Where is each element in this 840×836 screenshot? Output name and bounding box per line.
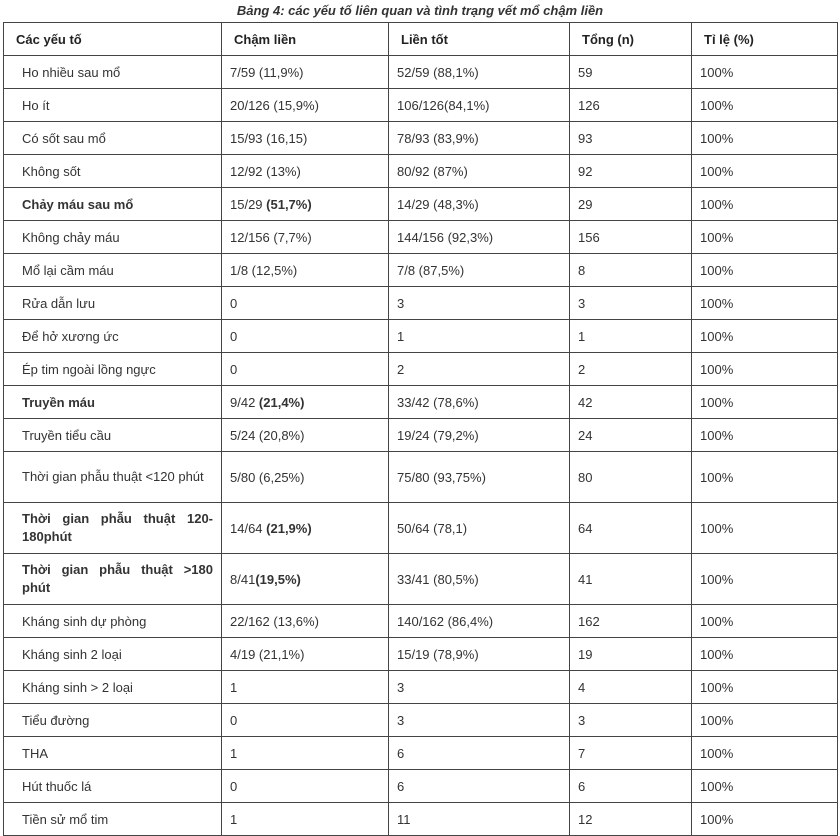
slow-cell: 4/19 (21,1%)	[222, 638, 389, 671]
slow-cell: 7/59 (11,9%)	[222, 56, 389, 89]
rate-cell: 100%	[692, 605, 838, 638]
slow-cell: 1	[222, 737, 389, 770]
slow-cell	[222, 188, 389, 221]
slow-count: 9/42	[230, 394, 259, 410]
slow-cell: 12/156 (7,7%)	[222, 221, 389, 254]
factor-label: Thời gian phẫu thuật >180 phút	[22, 562, 213, 595]
header-rate: Tỉ lệ (%)	[692, 23, 838, 56]
table-row	[4, 503, 838, 554]
factor-label: Thời gian phẫu thuật <120 phút	[22, 469, 204, 484]
rate-cell: 100%	[692, 188, 838, 221]
table-row	[4, 452, 838, 503]
factor-cell: THA	[4, 737, 222, 770]
factor-cell: Tiền sử mổ tim	[4, 803, 222, 836]
total-cell: 42	[570, 386, 692, 419]
good-cell: 75/80 (93,75%)	[389, 452, 570, 503]
factor-cell: Có sốt sau mổ	[4, 122, 222, 155]
good-cell: 1	[389, 320, 570, 353]
factor-cell: Truyền máu	[4, 386, 222, 419]
total-cell: 156	[570, 221, 692, 254]
good-cell: 33/41 (80,5%)	[389, 554, 570, 605]
good-cell: 19/24 (79,2%)	[389, 419, 570, 452]
slow-cell	[222, 503, 389, 554]
good-cell: 78/93 (83,9%)	[389, 122, 570, 155]
rate-cell: 100%	[692, 419, 838, 452]
total-cell: 8	[570, 254, 692, 287]
total-cell: 80	[570, 452, 692, 503]
rate-cell: 100%	[692, 503, 838, 554]
total-cell: 29	[570, 188, 692, 221]
total-cell: 92	[570, 155, 692, 188]
good-cell: 106/126(84,1%)	[389, 89, 570, 122]
good-cell: 3	[389, 287, 570, 320]
factor-cell: Chảy máu sau mổ	[4, 188, 222, 221]
rate-cell: 100%	[692, 254, 838, 287]
slow-cell: 1	[222, 671, 389, 704]
rate-cell: 100%	[692, 320, 838, 353]
good-cell: 2	[389, 353, 570, 386]
slow-cell	[222, 554, 389, 605]
rate-cell: 100%	[692, 155, 838, 188]
table-row	[4, 671, 838, 704]
good-cell: 144/156 (92,3%)	[389, 221, 570, 254]
slow-cell: 20/126 (15,9%)	[222, 89, 389, 122]
factor-cell: Kháng sinh 2 loại	[4, 638, 222, 671]
rate-cell: 100%	[692, 56, 838, 89]
factor-cell: Ép tim ngoài lồng ngực	[4, 353, 222, 386]
table-row	[4, 353, 838, 386]
total-cell: 3	[570, 287, 692, 320]
total-cell: 7	[570, 737, 692, 770]
rate-cell: 100%	[692, 704, 838, 737]
slow-cell	[222, 386, 389, 419]
good-cell: 50/64 (78,1)	[389, 503, 570, 554]
slow-cell: 0	[222, 287, 389, 320]
header-good-healing: Liền tốt	[389, 23, 570, 56]
factor-cell: Để hở xương ức	[4, 320, 222, 353]
good-cell: 3	[389, 671, 570, 704]
table-row	[4, 221, 838, 254]
slow-cell: 0	[222, 704, 389, 737]
slow-cell: 22/162 (13,6%)	[222, 605, 389, 638]
table-row	[4, 737, 838, 770]
total-cell: 59	[570, 56, 692, 89]
table-row	[4, 605, 838, 638]
total-cell: 12	[570, 803, 692, 836]
factor-cell: Không chảy máu	[4, 221, 222, 254]
factor-cell: Truyền tiểu cầu	[4, 419, 222, 452]
rate-cell: 100%	[692, 89, 838, 122]
slow-percent: (21,9%)	[266, 520, 312, 536]
rate-cell: 100%	[692, 386, 838, 419]
factor-cell: Kháng sinh > 2 loại	[4, 671, 222, 704]
rate-cell: 100%	[692, 452, 838, 503]
table-row	[4, 188, 838, 221]
factor-label: Thời gian phẫu thuật 120-180phút	[22, 511, 213, 544]
table-row	[4, 254, 838, 287]
table-row	[4, 419, 838, 452]
factor-cell: Ho ít	[4, 89, 222, 122]
good-cell: 140/162 (86,4%)	[389, 605, 570, 638]
good-cell: 33/42 (78,6%)	[389, 386, 570, 419]
slow-cell: 5/24 (20,8%)	[222, 419, 389, 452]
table-row	[4, 803, 838, 836]
slow-count: 15/29	[230, 196, 267, 212]
factor-cell: Tiểu đường	[4, 704, 222, 737]
total-cell: 6	[570, 770, 692, 803]
rate-cell: 100%	[692, 221, 838, 254]
slow-cell: 0	[222, 320, 389, 353]
total-cell: 64	[570, 503, 692, 554]
factor-cell: Hút thuốc lá	[4, 770, 222, 803]
table-row	[4, 287, 838, 320]
table-row	[4, 770, 838, 803]
total-cell: 93	[570, 122, 692, 155]
total-cell: 3	[570, 704, 692, 737]
rate-cell: 100%	[692, 770, 838, 803]
factor-cell	[4, 554, 222, 605]
total-cell: 1	[570, 320, 692, 353]
good-cell: 6	[389, 770, 570, 803]
table-row	[4, 155, 838, 188]
slow-cell: 0	[222, 770, 389, 803]
total-cell: 162	[570, 605, 692, 638]
slow-cell: 5/80 (6,25%)	[222, 452, 389, 503]
factors-table	[3, 22, 838, 836]
factor-cell: Ho nhiều sau mổ	[4, 56, 222, 89]
total-cell: 19	[570, 638, 692, 671]
rate-cell: 100%	[692, 638, 838, 671]
slow-count: 14/64	[230, 520, 267, 536]
factor-cell	[4, 452, 222, 503]
slow-cell: 0	[222, 353, 389, 386]
factor-cell: Rửa dẫn lưu	[4, 287, 222, 320]
total-cell: 2	[570, 353, 692, 386]
slow-cell: 15/93 (16,15)	[222, 122, 389, 155]
factor-cell	[4, 503, 222, 554]
good-cell: 7/8 (87,5%)	[389, 254, 570, 287]
factor-cell: Không sốt	[4, 155, 222, 188]
rate-cell: 100%	[692, 353, 838, 386]
factor-cell: Mổ lại cầm máu	[4, 254, 222, 287]
good-cell: 11	[389, 803, 570, 836]
good-cell: 6	[389, 737, 570, 770]
table-caption: Bảng 4: các yếu tố liên quan và tình trạng vết mổ chậm liền	[236, 3, 604, 18]
rate-cell: 100%	[692, 122, 838, 155]
rate-cell: 100%	[692, 737, 838, 770]
table-row	[4, 554, 838, 605]
good-cell: 14/29 (48,3%)	[389, 188, 570, 221]
table-row	[4, 386, 838, 419]
table-row	[4, 56, 838, 89]
rate-cell: 100%	[692, 803, 838, 836]
slow-cell: 1	[222, 803, 389, 836]
table-row	[4, 704, 838, 737]
slow-percent: (51,7%)	[266, 196, 312, 212]
slow-count: 8/41	[230, 571, 256, 587]
table-row	[4, 638, 838, 671]
rate-cell: 100%	[692, 287, 838, 320]
table-header-row	[4, 23, 838, 56]
table-row	[4, 320, 838, 353]
total-cell: 24	[570, 419, 692, 452]
table-row	[4, 122, 838, 155]
rate-cell: 100%	[692, 671, 838, 704]
total-cell: 41	[570, 554, 692, 605]
header-total: Tổng (n)	[570, 23, 692, 56]
good-cell: 80/92 (87%)	[389, 155, 570, 188]
factor-cell: Kháng sinh dự phòng	[4, 605, 222, 638]
good-cell: 3	[389, 704, 570, 737]
slow-percent: (19,5%)	[255, 571, 301, 587]
header-factor: Các yếu tố	[4, 23, 222, 56]
slow-percent: (21,4%)	[258, 394, 305, 410]
rate-cell: 100%	[692, 554, 838, 605]
slow-cell: 12/92 (13%)	[222, 155, 389, 188]
slow-cell: 1/8 (12,5%)	[222, 254, 389, 287]
good-cell: 15/19 (78,9%)	[389, 638, 570, 671]
header-slow-healing: Chậm liền	[222, 23, 389, 56]
good-cell: 52/59 (88,1%)	[389, 56, 570, 89]
total-cell: 4	[570, 671, 692, 704]
total-cell: 126	[570, 89, 692, 122]
table-row	[4, 89, 838, 122]
